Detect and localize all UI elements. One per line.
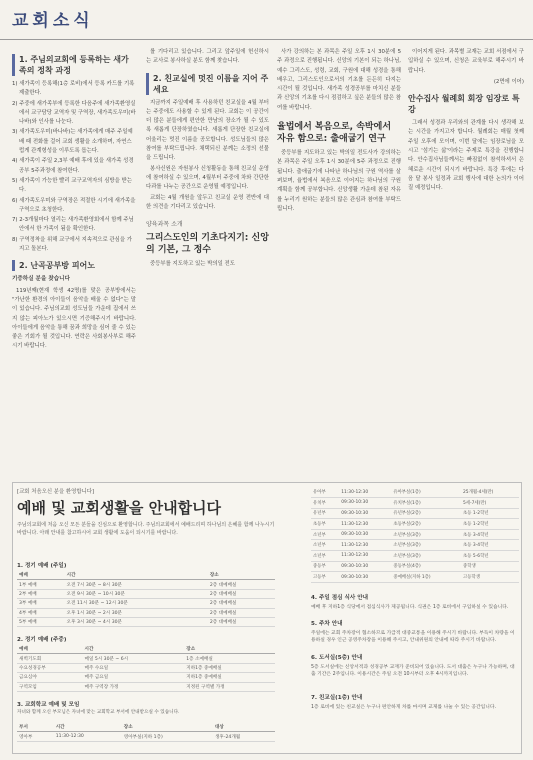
parking-section: [311, 621, 519, 645]
col4-paragraph-1: 이어지게 된다. 과목별 교재는 교회 서점에서 구입하실 수 있으며, 신청은 교육부로 해주시기 바랍니다.: [408, 49, 524, 74]
course-kicker: 양육과목 소개: [146, 221, 183, 229]
worship-sunday-cell: 2층 대예배실: [208, 580, 275, 589]
department-cell: 11:30-12:30: [339, 551, 391, 562]
department-cell: 09:30-10:30: [339, 529, 391, 540]
school-column-header: 대상: [213, 723, 275, 732]
course-title-basics: 그리스도인의 기초다지기: 신앙의 기본, 그 정수: [146, 233, 269, 256]
worship-weekday-title: 2. 정기 예배 (주중): [17, 637, 67, 643]
page-title: 교회소식: [12, 11, 94, 31]
department-cell: 초등부: [311, 519, 339, 530]
worship-weekday-cell: 금요심야: [17, 673, 83, 682]
department-cell: 초등 1-2학년: [461, 519, 519, 530]
worship-sunday-cell: 2층 대예배실: [208, 589, 275, 598]
school-column-header: 부서: [17, 723, 54, 732]
school-column-header: 시간: [54, 723, 122, 732]
guide-panel: [12, 482, 522, 754]
library-section: [311, 655, 519, 679]
school-note: 자녀와 함께 오신 부모님은 자녀에 맞는 교회학교 부서에 안내받으실 수 있습니다.: [17, 710, 180, 715]
department-row: [311, 551, 519, 562]
worship-sunday-row: [17, 580, 275, 589]
worship-weekday-cell: 지하1층 중예배실: [184, 663, 275, 672]
course-title-exodus: 율법에서 복음으로, 속박에서 자유 함으로: 출애굽기 연구: [277, 122, 392, 145]
worship-weekday-cell: 매주 수요일: [83, 663, 185, 672]
col4-paragraph-2: 그래서 성경과 우리와의 관계를 다시 생각해 보는 시간을 가지고자 합니다. 월례회는 매월 첫째 주일 오후에 모이며, 이번 달에는 임장로님을 모시고 '섬기는 삶'이라는 주제로 특강을 진행합니다. 안수집사님들께서는 빠짐없이 참석하셔서 은혜로운 시간이 되시기 바랍니다. 특강 후에는 다음 달 봉사 일정과 교회 행사에 대한 논의가 이어질 예정입니다.: [408, 120, 524, 192]
column-2: [146, 48, 269, 478]
newcomer-step: 4) 새가족이 주일 2,3부 예배 후에 있을 새가족 성경공부 5주과정에 참여한다.: [12, 158, 134, 174]
newcomer-step: 2) 주중에 새가족부에 등록한 다음주에 새가족환영실에서 교구담당 교역자 및 구역장, 새가족도우미(바나바)와 인사를 나눈다.: [12, 100, 136, 126]
department-cell: 5세-7세(만): [461, 498, 519, 509]
school-cell: 영아부: [17, 732, 54, 741]
worship-weekday-column-header: 장소: [184, 645, 275, 654]
worship-weekday-cell: 구역모임: [17, 682, 83, 691]
library-title: 6. 도서실(5층) 안내: [311, 655, 363, 661]
worship-sunday-column-header: 시간: [65, 571, 208, 580]
school-cell: 영아부실(지하 1층): [122, 732, 213, 741]
newcomer-steps-list: [12, 80, 136, 254]
worship-sunday-cell: 5부 예배: [17, 617, 65, 626]
department-cell: 중학생: [461, 561, 519, 572]
col2-paragraph-1: 를 기다리고 있습니다. 그리고 앞주일에 헌신하시는 교사로 봉사하실 분도 함께 찾습니다.: [146, 49, 269, 65]
newcomer-step: 5) 새가족이 가능한 빨리 교구교역자의 심방을 받는다.: [12, 177, 132, 194]
worship-weekday-row: [17, 663, 275, 672]
department-cell: 중등부: [311, 561, 339, 572]
worship-sunday-cell: 오후 1시 30분 ~ 2시 30분: [65, 608, 208, 617]
department-cell: 초등부실(2층): [391, 519, 461, 530]
department-cell: 유치부실(1층): [391, 498, 461, 509]
department-cell: 초등 3-4학년: [461, 540, 519, 551]
col3-paragraph-2: 중등부를 지도하고 있는 박의일 전도사가 강의하는 본 과목은 주일 오후 1시 30분에 5주 과정으로 진행됩니다. 출애굽기에 나타난 하나님의 구원 역사를 살펴보며, 율법에서 복음으로 이어지는 하나님의 구원 계획을 함께 공부합니다. 신앙생활 가운데 참된 자유를 누리기 원하는 분들의 많은 관심과 참여를 부탁드립니다.: [277, 150, 401, 212]
continued-tag: (2면에 이어): [493, 78, 524, 85]
department-cell: 중예배실(지하 1층): [391, 572, 461, 583]
worship-weekday-row: [17, 654, 275, 663]
department-cell: 초등 3-4학년: [461, 529, 519, 540]
worship-sunday-cell: 2층 대예배실: [208, 599, 275, 608]
department-cell: 유년부실(2층): [391, 508, 461, 519]
worship-sunday-row: [17, 599, 275, 608]
section-title-deacons: 안수집사 월례회 회장 임장로 특강: [408, 94, 520, 115]
worship-weekday-cell: 지정된 구역별 가정: [184, 682, 275, 691]
lounge-section: [311, 695, 519, 711]
column-3: [277, 48, 401, 478]
worship-weekday-cell: 1층 소예배실: [184, 654, 275, 663]
worship-weekday-header-row: [17, 645, 275, 654]
department-cell: 중등부실(4층): [391, 561, 461, 572]
department-cell: 09:30-10:30: [339, 572, 391, 583]
worship-weekday-cell: 매주 구역장 가정: [83, 682, 185, 691]
lunch-title: 4. 주일 점심 식사 안내: [311, 595, 369, 601]
worship-weekday-cell: 지하1층 중예배실: [184, 673, 275, 682]
parking-body: 주일에는 교회 주차장이 협소하므로 가급적 대중교통을 이용해 주시기 바랍니다. 부득이 차량을 이용하실 경우 인근 공영주차장을 이용해 주시고, 안내위원의 안내에 따라 주시기 바랍니다.: [311, 630, 515, 643]
section-title-newcomer: 1. 주님의교회에 등록하는 새가족의 정착 과정: [12, 54, 136, 76]
guide-title: 예배 및 교회생활을 안내합니다: [17, 499, 222, 517]
department-row: [311, 561, 519, 572]
department-row: [311, 540, 519, 551]
department-row: [311, 508, 519, 519]
department-cell: 25개월-4세(만): [461, 487, 519, 498]
worship-sunday-cell: 오후 3시 30분 ~ 4시 30분: [65, 617, 208, 626]
school-column-header: 장소: [122, 723, 213, 732]
department-cell: 유아부: [311, 487, 339, 498]
worship-sunday-cell: 1부 예배: [17, 580, 65, 589]
department-cell: 소년부실(3층): [391, 529, 461, 540]
worship-weekday-cell: 새벽기도회: [17, 654, 83, 663]
newcomer-step: 8) 구역정착을 위해 교구에서 지속적으로 관심을 가지고 돌본다.: [12, 236, 132, 253]
worship-weekday-row: [17, 673, 275, 682]
column-4: [408, 48, 524, 478]
parking-title: 5. 주차 안내: [311, 621, 343, 627]
worship-weekday-column-header: 시간: [83, 645, 185, 654]
department-cell: 유아부실(1층): [391, 487, 461, 498]
lunch-section: [311, 595, 519, 611]
school-title: 3. 교회학교 예배 및 모임: [17, 702, 80, 708]
worship-weekday-cell: 매일 5시 30분 ~ 6시: [83, 654, 185, 663]
worship-weekday-column-header: 예배: [17, 645, 83, 654]
department-cell: 09:30-10:30: [339, 561, 391, 572]
department-cell: 09:30-10:30: [339, 498, 391, 509]
department-row: [311, 519, 519, 530]
department-row: [311, 487, 519, 498]
worship-weekday-cell: 매주 금요일: [83, 673, 185, 682]
department-cell: 소년부: [311, 540, 339, 551]
department-cell: 초등 1-2학년: [461, 508, 519, 519]
department-row: [311, 572, 519, 583]
worship-sunday-row: [17, 589, 275, 598]
piano-body: 119년째(현재 학생 42명)를 맞은 공부방에서는 "가난한 환경의 아이들이 음악을 배울 수 없다"는 말이 있습니다. 주님의교회 성도님들 가운데 집에서 쓰지 않는 피아노가 있으시면 기증해주시기 바랍니다. 아이들에게 음악을 통해 꿈과 희망을 심어 줄 수 있는 좋은 기회가 될 것입니다. 연락은 사회봉사부로 해주시기 바랍니다.: [12, 287, 136, 350]
school-row: [17, 732, 275, 741]
department-cell: 11:30-12:30: [339, 487, 391, 498]
lunch-body: 예배 후 지하1층 식당에서 점심식사가 제공됩니다. 식권은 1층 로비에서 구입하실 수 있습니다.: [311, 604, 509, 610]
lounge-title: 7. 친교실(1층) 안내: [311, 695, 363, 701]
worship-sunday-cell: 3부 예배: [17, 599, 65, 608]
department-cell: 유치부: [311, 498, 339, 509]
school-cell: 생후-24개월: [213, 732, 275, 741]
school-table: [17, 723, 275, 742]
department-cell: 소년부: [311, 529, 339, 540]
department-cell: 유년부: [311, 508, 339, 519]
newcomer-step: 3) 새가족도우미(바나바)는 새가족에게 매주 주일예배 때 전화를 걸어 교회 생활을 소개하며, 자연스럽게 관계형성을 이루도록 돕는다.: [12, 129, 133, 155]
lounge-body: 1층 로비에 있는 친교실은 누구나 편안하게 차를 마시며 교제를 나눌 수 있는 공간입니다.: [311, 704, 497, 710]
department-cell: 11:30-12:30: [339, 519, 391, 530]
department-cell: 11:30-12:30: [339, 540, 391, 551]
worship-sunday-cell: 오전 11시 30분 ~ 12시 30분: [65, 599, 208, 608]
newcomer-step: 6) 새가족도우미와 구역장은 적절한 시기에 새가족을 구역으로 초청한다.: [12, 197, 136, 213]
worship-sunday-title: 1. 정기 예배 (주일): [17, 563, 67, 569]
department-cell: 고등학생: [461, 572, 519, 583]
guide-header: [교회 처음오신 분을 환영합니다]: [17, 489, 95, 495]
worship-sunday-cell: 2층 대예배실: [208, 608, 275, 617]
worship-sunday-row: [17, 617, 275, 626]
worship-sunday-row: [17, 608, 275, 617]
worship-sunday-cell: 오전 7시 30분 ~ 8시 30분: [65, 580, 208, 589]
section-title-fellowship-room: 2. 친교실에 멋진 이름을 지어 주세요: [146, 73, 269, 95]
worship-weekday-cell: 수요성경공부: [17, 663, 83, 672]
worship-weekday-row: [17, 682, 275, 691]
department-cell: 09:30-10:30: [339, 508, 391, 519]
section-title-piano: 2. 난곡공부방 피어노: [12, 260, 136, 271]
piano-subtitle: 기증하실 분을 찾습니다: [12, 276, 70, 283]
department-cell: 초등 5-6학년: [461, 551, 519, 562]
worship-sunday-cell: 2층 대예배실: [208, 617, 275, 626]
col2-paragraph-5: 중등부를 지도하고 있는 박의일 전도: [150, 261, 235, 268]
worship-sunday-header-row: [17, 571, 275, 580]
school-departments-table: [311, 487, 519, 583]
col2-paragraph-2: 지금까지 주일예배 후 사용하던 친교실을 4월 부터는 주중에도 사용할 수 있게 된다. 교회는 이 공간이 더 많은 분들에게 편안한 만남의 장소가 될 수 있도록 새롭게 단장하였습니다. 새롭게 단장한 친교실에 어울리는 멋진 이름을 공모합니다. 성도님들의 많은 참여를 부탁드립니다. 채택되신 분께는 소정의 선물을 드립니다.: [146, 99, 269, 162]
worship-sunday-table: [17, 571, 275, 627]
page-header: [0, 0, 533, 40]
department-cell: 고등부: [311, 572, 339, 583]
worship-sunday-cell: 오전 9시 30분 ~ 10시 30분: [65, 589, 208, 598]
newcomer-step: 7) 2-3개월마다 열리는 새가족환영회에서 함께 주님 안에서 한 가족이 됨을 확인한다.: [12, 217, 134, 233]
department-cell: 소년부: [311, 551, 339, 562]
col2-paragraph-4: 교회는 4월 개원을 앞두고 친교실 운영 전반에 대한 의견을 기다리고 있습니다.: [146, 194, 269, 210]
department-cell: 소년부실(3층): [391, 551, 461, 562]
worship-sunday-cell: 4부 예배: [17, 608, 65, 617]
library-body: 5층 도서실에는 신앙서적과 성경공부 교재가 준비되어 있습니다. 도서 대출은 누구나 가능하며, 대출 기간은 2주입니다. 이용시간은 주일 오전 10시부터 오후 4시까지입니다.: [311, 664, 515, 677]
worship-sunday-cell: 2부 예배: [17, 589, 65, 598]
newcomer-step: 1) 새가족이 등록해(1층 로비)에서 등록 카드를 기록 제출한다.: [12, 81, 135, 97]
worship-weekday-table: [17, 645, 275, 692]
col3-paragraph-1: 사가 강의하는 본 과목은 주일 오후 1시 30분에 5주 과정으로 진행됩니다. 신앙의 기본이 되는 하나님, 예수 그리스도, 성령, 교회, 구원에 대해 성경을 통해 배우고, 그리스도인으로서의 기초를 든든히 다지는 시간이 될 것입니다. 새가족 성경공부를 마치신 분들과 신앙의 기초를 다시 점검하고 싶은 분들의 많은 참여를 바랍니다.: [277, 49, 401, 111]
col2-paragraph-3: 봉사신원은 자원봉사 신청활동을 통해 친교실 운영에 참여하실 수 있으며, 4월부터 주중에 차와 간단한 다과를 나누는 공간으로 운영될 예정입니다.: [146, 165, 269, 191]
worship-sunday-column-header: 예배: [17, 571, 65, 580]
department-row: [311, 529, 519, 540]
column-1: [12, 48, 136, 478]
worship-sunday-column-header: 장소: [208, 571, 275, 580]
guide-intro: 주님의교회에 처음 오신 모든 분들을 진심으로 환영합니다. 주님의교회에서 예배드리며 하나님의 은혜를 함께 나누시기 바랍니다. 아래 안내를 참고하시어 교회 생활에 도움이 되시기를 바랍니다.: [17, 522, 275, 536]
department-row: [311, 498, 519, 509]
department-cell: 소년부실(3층): [391, 540, 461, 551]
school-cell: 11:30-12:30: [54, 732, 122, 741]
school-header-row: [17, 723, 275, 732]
